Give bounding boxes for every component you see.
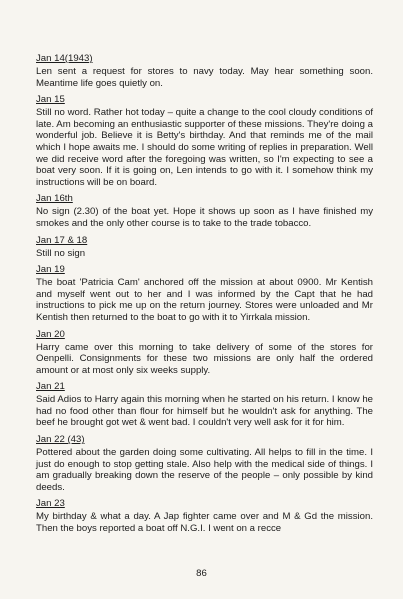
entry-date-heading: Jan 20 <box>36 328 65 340</box>
diary-entry <box>36 324 373 377</box>
diary-entry <box>36 429 373 493</box>
diary-entry <box>36 230 373 260</box>
entry-date-heading: Jan 22 (43) <box>36 434 85 446</box>
entry-text: Pottered about the garden doing some cultivating. All helps to fill in the time. I just do enough to stop getting stale. Also help with the medical side of things. I am gradually breaking down the reserve of the people – only possible by kind deeds. <box>36 447 373 493</box>
entry-date-heading: Jan 16th <box>36 193 73 205</box>
entry-text: No sign (2.30) of the boat yet. Hope it shows up soon as I have finished my smokes and the only other course is to take to the trade tobacco. <box>36 206 373 229</box>
entry-text: Said Adios to Harry again this morning when he started on his return. I know he had no food other than flour for himself but he wouldn't ask for anything. The beef he brought got wet & went bad. I couldn't very well ask for it for him. <box>36 394 373 429</box>
entry-text: Still no sign <box>36 247 86 259</box>
entry-date-heading: Jan 17 & 18 <box>36 234 88 246</box>
diary-entry <box>36 48 373 89</box>
diary-entry <box>36 259 373 323</box>
diary-entry <box>36 376 373 429</box>
entry-date-heading: Jan 14(1943) <box>36 53 93 64</box>
diary-entry <box>36 493 373 534</box>
entry-date-heading: Jan 23 <box>36 498 65 510</box>
diary-entry <box>36 89 373 188</box>
entry-text: Len sent a request for stores to navy today. May hear something soon. Meantime life goes quietly on. <box>36 66 373 89</box>
entry-date-heading: Jan 21 <box>36 381 65 393</box>
entry-date-heading: Jan 15 <box>36 94 65 106</box>
entry-text: The boat 'Patricia Cam' anchored off the mission at about 0900. Mr Kentish and myself went out to her and I was informed by the Capt that he had instructions to pick me up on the return journey. Stores were unloaded and Mr Kentish then returned to the boat to go with it to Yirrkala mission. <box>36 277 373 323</box>
page-number: 86 <box>196 568 207 579</box>
entry-text: Harry came over this morning to take delivery of some of the stores for Oenpelli. Consignments for these two missions are only half the ordered amount or at most only six weeks supply. <box>36 341 373 376</box>
diary-entry <box>36 188 373 229</box>
entry-text: Still no word. Rather hot today – quite a change to the cool cloudy conditions of late. Am becoming an enthusiastic supporter of these missions. They're doing a wonderful job. Believe it is Betty's birthday. And that reminds me of the mail which I hope awaits me. I should do some writing of replies in preparation. Well we did receive word after the foregoing was written, so I'm expecting to see a boat very soon. If it is going on, Len intends to go with it. I somehow think my instructions will be on board. <box>36 107 373 188</box>
entry-date-heading: Jan 19 <box>36 264 65 276</box>
entry-text: My birthday & what a day. A Jap fighter came over and M & Gd the mission. Then the boys reported a boat off N.G.I. I went on a recce <box>36 511 373 535</box>
